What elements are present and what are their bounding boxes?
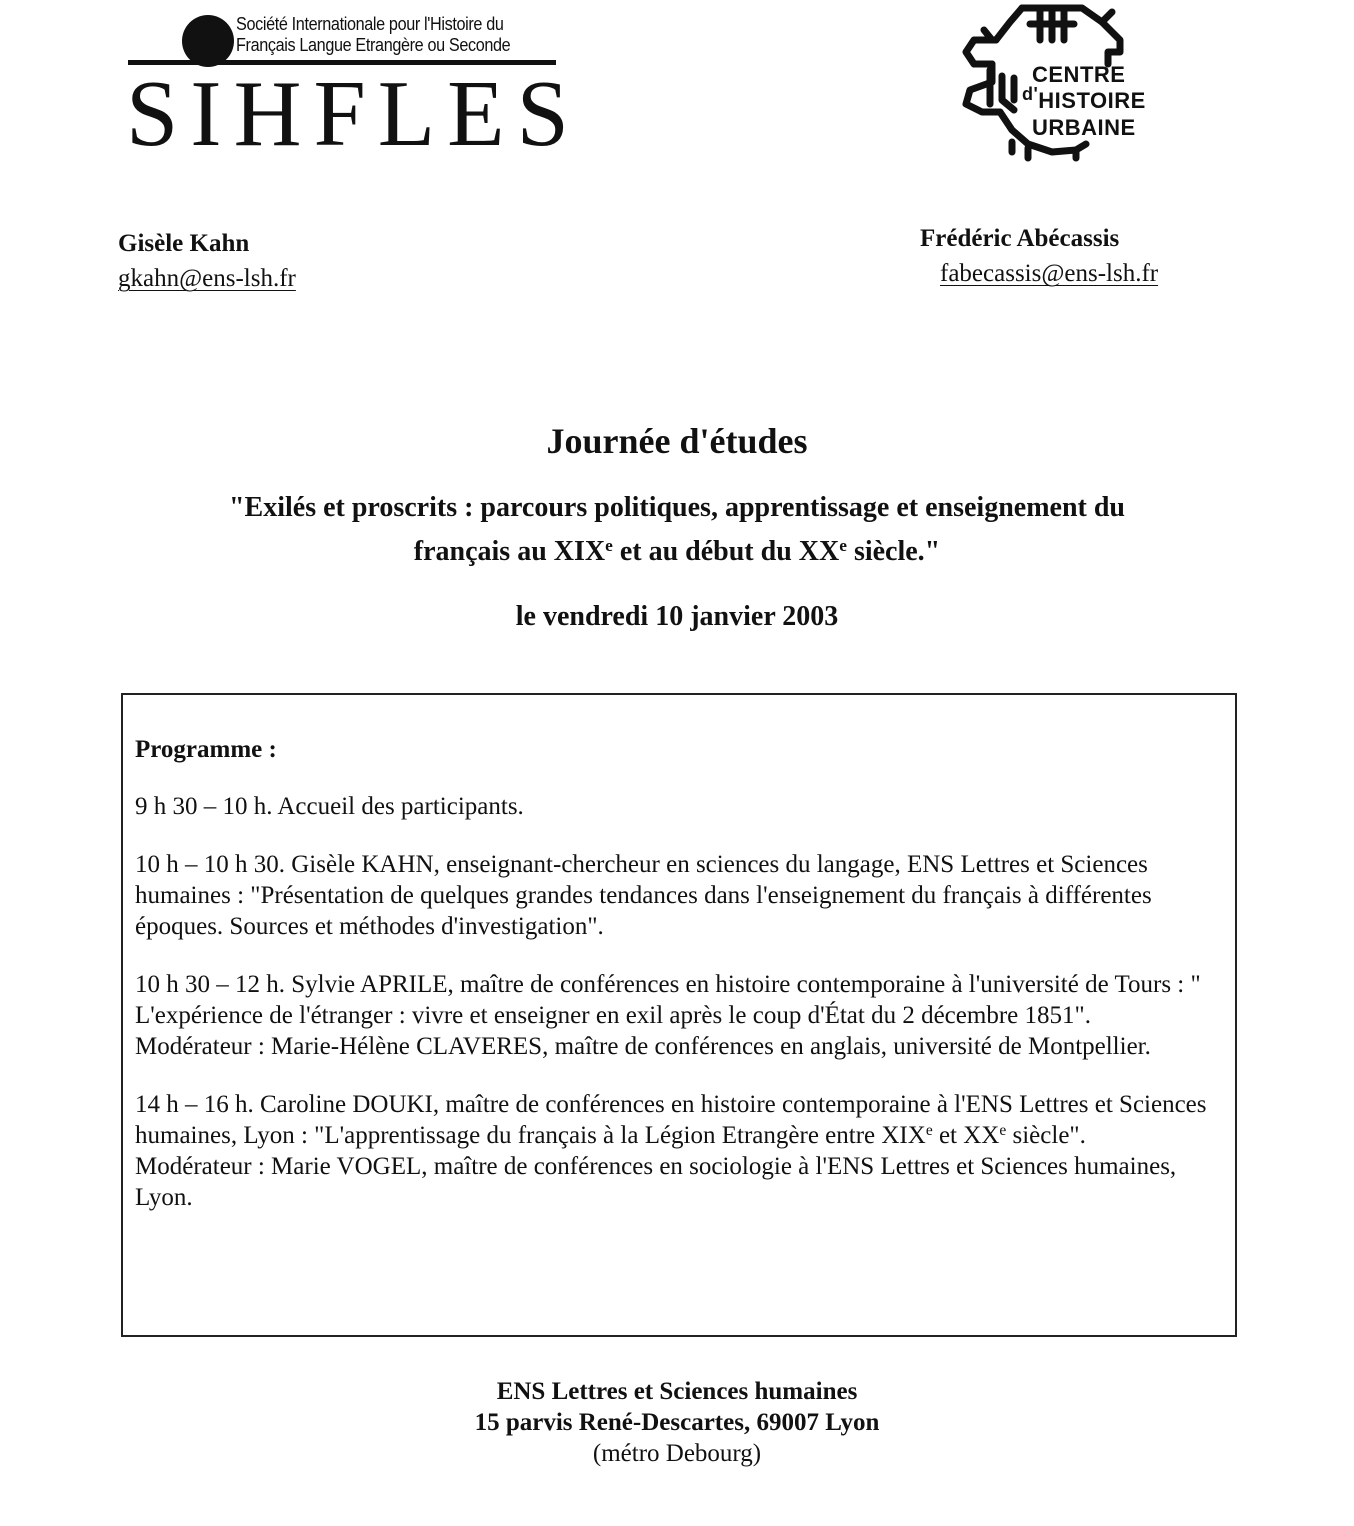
centre-logo-line1: CENTRE	[1032, 62, 1126, 87]
programme-item-3-moderator: Modérateur : Marie-Hélène CLAVERES, maître de conférences en anglais, université de Montpellier.	[135, 1033, 1151, 1060]
programme-item-3	[135, 969, 1225, 1062]
centre-logo-line2	[1016, 84, 1146, 115]
sihfles-subtitle	[236, 14, 510, 56]
event-type-title: Journée d'études	[546, 421, 808, 461]
event-theme-line2	[0, 536, 1354, 568]
centre-logo-text	[1016, 62, 1146, 141]
programme-item-4-talk	[135, 1089, 1225, 1151]
item4-sup-2: e	[999, 1122, 1007, 1140]
programme-item-4-moderator: Modérateur : Marie VOGEL, maître de conférences en sociologie à l'ENS Lettres et Sciences humaines, Lyon.	[135, 1153, 1177, 1211]
venue-address: 15 parvis René-Descartes, 69007 Lyon	[474, 1409, 880, 1436]
theme-part-a: français au XIX	[413, 536, 606, 567]
item4-sup-1: e	[925, 1122, 933, 1140]
centre-logo-prefix: d'	[1022, 84, 1039, 104]
sihfles-wordmark: SIHFLES	[126, 62, 581, 166]
sihfles-subtitle-line2: Français Langue Etrangère ou Seconde	[236, 35, 511, 55]
centre-logo-line3: URBAINE	[1032, 115, 1136, 140]
theme-sup-2: e	[839, 536, 847, 556]
programme-item-3-talk: 10 h 30 – 12 h. Sylvie APRILE, maître de conférences en histoire contemporaine à l'université de Tours : " L'expérience de l'étranger : vivre et enseigner en exil après le coup d'État du 2 décembre 1851".	[135, 971, 1201, 1029]
item4-part-b: et XX	[932, 1122, 1000, 1149]
item4-part-a: 14 h – 16 h. Caroline DOUKI, maître de conférences en histoire contemporaine à l'ENS Lettres et Sciences humaines, Lyon : "L'apprentissage du français à la Légion Etrangère entre XIX	[135, 1091, 1207, 1149]
venue-footer	[0, 1376, 1354, 1469]
programme-box	[121, 693, 1237, 1337]
item4-part-c: siècle".	[1006, 1122, 1086, 1149]
programme-item-4	[135, 1089, 1225, 1213]
venue-metro: (métro Debourg)	[592, 1440, 762, 1467]
event-date: le vendredi 10 janvier 2003	[515, 601, 839, 632]
theme-part-b: et au début du XX	[612, 536, 840, 567]
programme-heading: Programme :	[135, 736, 277, 763]
contact-right-name: Frédéric Abécassis	[920, 225, 1120, 252]
contact-left-name: Gisèle Kahn	[118, 230, 250, 257]
sihfles-subtitle-line1: Société Internationale pour l'Histoire du	[236, 14, 504, 34]
centre-logo-histoire: HISTOIRE	[1038, 88, 1146, 113]
theme-part-c: siècle."	[846, 536, 941, 567]
programme-item-2: 10 h – 10 h 30. Gisèle KAHN, enseignant-chercheur en sciences du langage, ENS Lettres et Sciences humaines : "Présentation de quelques grandes tendances dans l'enseignement du français à différentes époques. Sources et méthodes d'investigation".	[135, 851, 1152, 940]
contact-right-email[interactable]: fabecassis@ens-lsh.fr	[940, 260, 1159, 287]
programme-item-1: 9 h 30 – 10 h. Accueil des participants.	[135, 793, 524, 820]
venue-name: ENS Lettres et Sciences humaines	[496, 1378, 858, 1405]
contact-left-email[interactable]: gkahn@ens-lsh.fr	[118, 265, 296, 292]
event-theme-line1: "Exilés et proscrits : parcours politiques, apprentissage et enseignement du	[229, 492, 1125, 523]
programme-content	[135, 735, 1225, 1240]
theme-sup-1: e	[605, 536, 613, 556]
